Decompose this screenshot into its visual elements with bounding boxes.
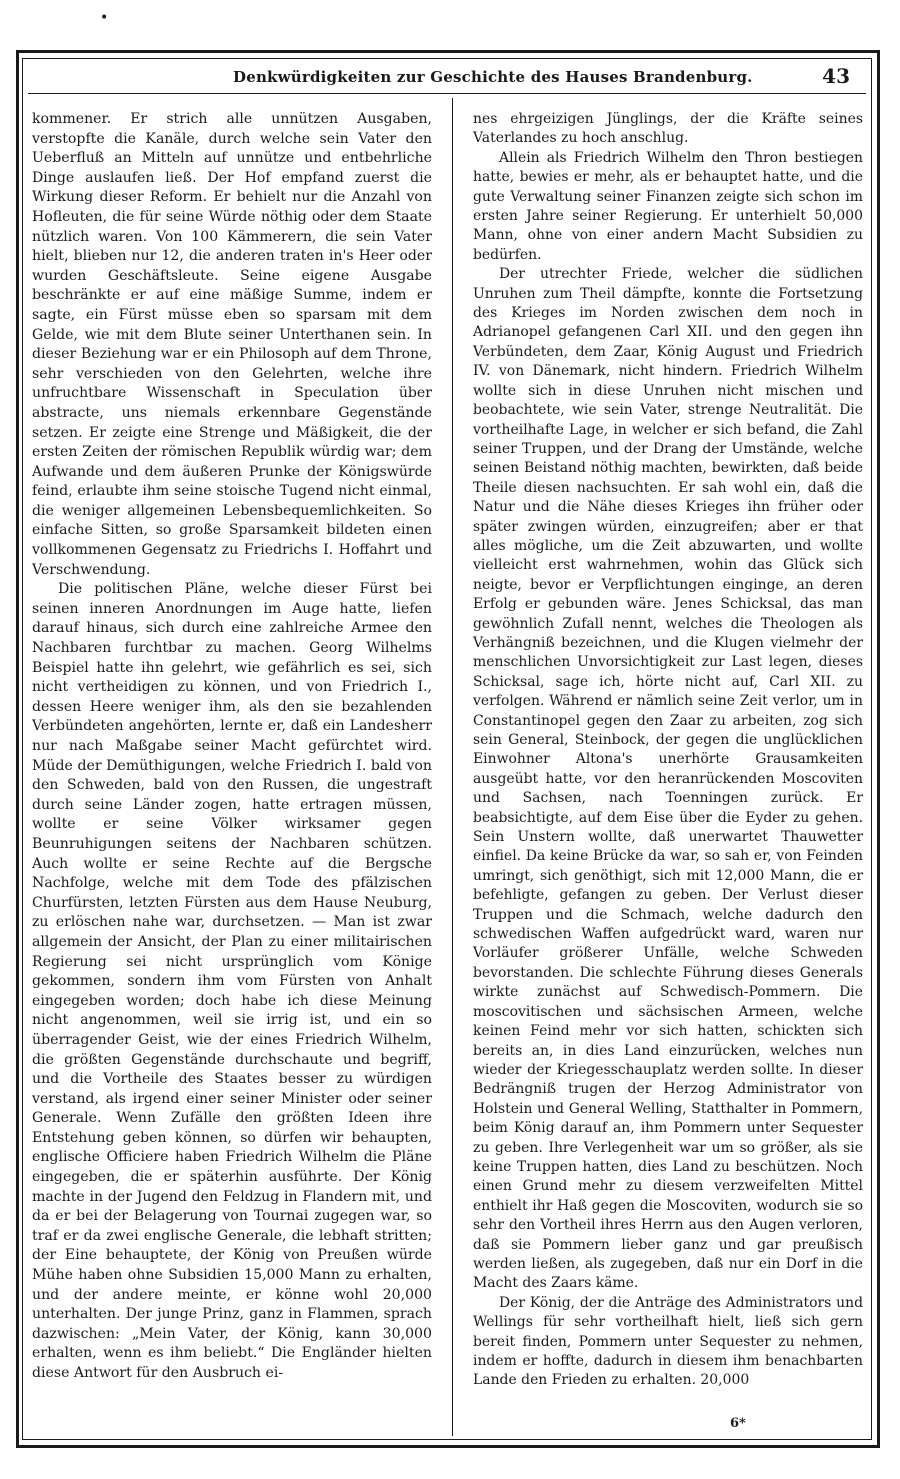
running-header [28,64,866,94]
left-paragraph-2: Die politischen Pläne, welche dieser Fürst bei seinen inneren Anordnungen im Auge hatte, liefen darauf hinaus, sich durch eine zahlreiche Armee den Nachbaren furchtbar zu machen. Georg Wilhelms Beispiel hatte ihn gelehrt, wie gefährlich es sei, sich nicht vertheidigen zu können, und von Friedrich I., dessen Heere weniger ihm, als den sie bezahlenden Verbündeten angehörten, lernte er, daß ein Landesherr nur nach Maßgabe seiner Macht gefürchtet wird. Müde der Demüthigungen, welche Friedrich I. bald von den Schweden, bald von den Russen, die ungestraft durch seine Länder zogen, hatte ertragen müssen, wollte er seine Völker wirksamer gegen Beunruhigungen seitens der Nachbaren schützen. Auch wollte er seine Rechte auf die Bergsche Nachfolge, welche mit dem Tode des pfälzischen Churfürsten, letzten Fürsten aus dem Hause Neuburg, zu erlöschen nahe war, durchsetzen. — Man ist zwar allgemein der Ansicht, der Plan zu einer militairischen Regierung sei nicht ursprünglich vom Könige gekommen, sondern ihm vom Fürsten von Anhalt eingegeben worden; doch habe ich diese Meinung nicht angenommen, weil sie irrig ist, und ein so überragender Geist, wie der eines Friedrich Wilhelm, die größten Gegenstände durchschaute und begriff, und die Vortheile des Staates besser zu würdigen verstand, als irgend einer seiner Minister oder seiner Generale. Wenn Zufälle den größten Ideen ihre Entstehung geben können, so dürfen wir behaupten, englische Officiere haben Friedrich Wilhelm die Pläne eingegeben, die er späterhin ausführte. Der König machte in der Jugend den Feldzug in Flandern mit, und da er bei der Belagerung von Tournai zugegen war, so traf er da zwei englische Generale, die lebhaft stritten; der Eine behauptete, der König von Preußen würde Mühe haben ohne Subsidien 15,000 Mann zu erhalten, und der andere meinte, er könne wohl 20,000 unterhalten. Der junge Prinz, ganz in Flammen, sprach dazwischen: „Mein Vater, der König, kann 30,000 erhalten, wenn es ihm beliebt.“ Die Engländer hielten diese Antwort für den Ausbruch ei- [32,581,432,1381]
left-column [32,110,432,1384]
stray-mark: • [100,10,109,26]
right-paragraph-1: nes ehrgeizigen Jünglings, der die Kräfte seines Vaterlandes zu hoch anschlug. [473,111,863,147]
page-number: 43 [822,64,850,88]
right-paragraph-4: Der König, der die Anträge des Administrators und Wellings für sehr vortheilhaft hielt, ließ sich gern bereit finden, Pommern unter Sequester zu nehmen, indem er hoffte, dadurch in diesem ihm benachbarten Lande den Frieden zu erhalten. 20,000 [473,1294,863,1389]
header-title: Denkwürdigkeiten zur Geschichte des Hauses Brandenburg. [233,68,753,86]
right-paragraph-3: Der utrechter Friede, welcher die südlichen Unruhen zum Theil dämpfte, konnte die Fortsetzung des Krieges im Norden zwischen dem noch in Adrianopel gefangenen Carl XII. und den gegen ihn Verbündeten, dem Zaar, König August und Friedrich IV. von Dänemark, nicht hindern. Friedrich Wilhelm wollte sich in diese Unruhen nicht mischen und beobachtete, wie sein Vater, strenge Neutralität. Die vortheilhafte Lage, in welcher er sich befand, die Zahl seiner Truppen, und der Drang der Umstände, welche seinen Beistand nöthig machten, bewirkten, daß beide Theile diesen nachsuchten. Er sah wohl ein, daß die Natur und die Nähe dieses Krieges ihn früher oder später zwingen würden, einzugreifen; aber er that alles mögliche, um die Zeit abzuwarten, und wollte vielleicht erst wahrnehmen, wohin das Glück sich neigte, bevor er Verpflichtungen einginge, an deren Erfolg er gebunden wäre. Jenes Schicksal, das man gewöhnlich Zufall nennt, welches die Theologen als Verhängniß bezeichnen, und die Klugen vielmehr der menschlichen Unvorsichtigkeit zur Last legen, dieses Schicksal, sage ich, hörte nicht auf, Carl XII. zu verfolgen. Während er nämlich seine Zeit verlor, um in Constantinopel gegen den Zaar zu arbeiten, zog sich sein General, Steinbock, der gegen die unglücklichen Einwohner Altona's unerhörte Grausamkeiten ausgeübt hatte, vor den heranrückenden Moscoviten und Sachsen, nach Toenningen zurück. Er beabsichtigte, auf dem Eise über die Eyder zu gehen. Sein Unstern wollte, daß unerwartet Thauwetter einfiel. Da keine Brücke da war, so sah er, von Feinden umringt, sich genöthigt, sich mit 12,000 Mann, die er befehligte, gefangen zu geben. Der Verlust dieser Truppen und die Schmach, welche dadurch den schwedischen Waffen aufgedrückt ward, waren nur Vorläufer größerer Unfälle, welche Schweden bevorstanden. Die schlechte Führung dieses Generals wirkte zunächst auf Schwedisch-Pommern. Die moscovitischen und sächsischen Armeen, welche keinen Feind mehr vor sich hatten, schickten sich bereits an, in dies Land einzurücken, welches nun wieder der Kriegesschauplatz werden sollte. In dieser Bedrängniß trugen der Herzog Administrator von Holstein und General Welling, Statthalter in Pommern, beim König darauf an, ihm Pommern unter Sequester zu geben. Ihre Verlegenheit war um so größer, als sie keine Truppen hatten, dies Land zu beschützen. Noch einen Grund mehr zu diesem verzweifelten Mittel enthielt ihr Haß gegen die Moscoviten, wodurch sie so sehr den Vortheil ihres Herrn aus den Augen verloren, daß sie Pommern lieber ganz und gar preußisch werden ließen, als zugegeben, daß nur ein Dorf in die Macht des Zaars käme. [473,266,863,1292]
column-divider [452,98,453,1436]
left-paragraph-1: kommener. Er strich alle unnützen Ausgaben, verstopfte die Kanäle, durch welche sein Vater den Ueberfluß an Mitteln auf unnütze und entbehrliche Dinge auslaufen ließ. Der Hof empfand zuerst die Wirkung dieser Reform. Er behielt nur die Anzahl von Hofleuten, die für seine Würde nöthig oder dem Staate nützlich waren. Von 100 Kämmerern, die sein Vater hielt, blieben nur 12, die anderen traten in's Heer oder wurden Geschäftsleute. Seine eigene Ausgabe beschränkte er auf eine mäßige Summe, indem er sagte, ein Fürst müsse eben so sparsam mit dem Gelde, wie mit dem Blute seiner Unterthanen sein. In dieser Beziehung war er ein Philosoph auf dem Throne, sehr verschieden von den Gelehrten, welche ihre unfruchtbare Wissenschaft in Speculation über abstracte, uns niemals erkennbare Gegenstände setzen. Er zeigte eine Strenge und Mäßigkeit, die der ersten Zeiten der römischen Republik würdig war; dem Aufwande und dem äußeren Prunke der Königswürde feind, erlaubte ihm seine stoische Tugend nicht einmal, die weniger allgemeinen Lebensbequemlichkeiten. So einfache Sitten, so große Sparsamkeit bildeten einen vollkommenen Gegensatz zu Friedrichs I. Hoffahrt und Verschwendung. [32,111,432,578]
signature-mark: 6* [730,1416,746,1431]
right-paragraph-2: Allein als Friedrich Wilhelm den Thron bestiegen hatte, bewies er mehr, als er behauptet hatte, und die gute Verwaltung seiner Finanzen zeigte sich schon im ersten Jahre seiner Regierung. Er unterhielt 50,000 Mann, ohne von einer andern Macht Subsidien zu bedürfen. [473,149,863,263]
right-column [473,110,863,1391]
